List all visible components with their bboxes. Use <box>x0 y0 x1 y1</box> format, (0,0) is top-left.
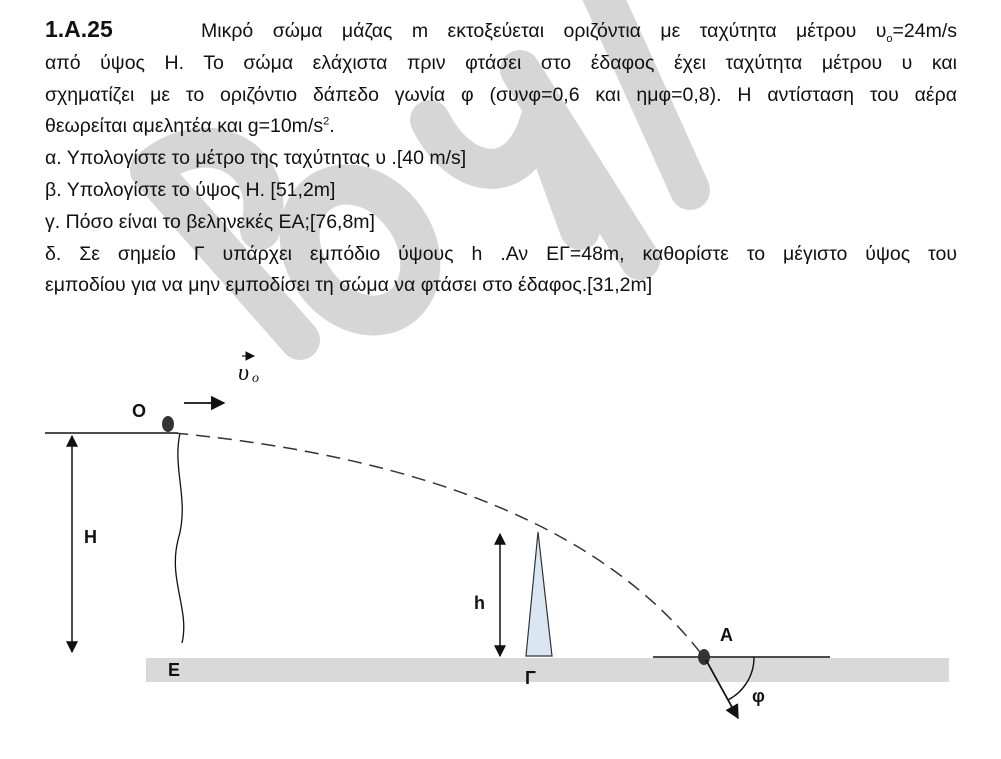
question-d-line-2: εμποδίου για να μην εμποδίσει τη σώμα να φτάσει στο έδαφος.[31,2m] <box>45 274 653 297</box>
label-base-E: Ε <box>168 660 181 680</box>
superscript: 2 <box>323 115 330 128</box>
ground <box>146 658 949 682</box>
problem-line-3: σχηματίζει με το οριζόντιο δάπεδο γωνία φ (συνφ=0,6 και ημφ=0,8). Η αντίσταση του αέρα <box>45 83 957 106</box>
problem-number: 1.Α.25 <box>45 16 113 42</box>
label-velocity: υ <box>238 360 250 386</box>
ball-origin <box>162 416 174 432</box>
question-a: α. Υπολογίστε το μέτρο της ταχύτητας υ .[40 m/s] <box>45 147 467 170</box>
question-c: γ. Πόσο είναι το βεληνεκές ΕΑ;[76,8m] <box>45 210 375 233</box>
label-velocity-sub: ο <box>252 371 259 386</box>
trajectory <box>174 433 703 656</box>
label-point-G: Γ <box>525 668 536 688</box>
problem-line-2: από ύψος Η. Το σώμα ελάχιστα πριν φτάσει στο έδαφος έχει ταχύτητα μέτρου υ και <box>45 51 957 74</box>
statement-text: Μικρό σώμα μάζας m εκτοξεύεται οριζόντια με ταχύτητα μέτρου υ <box>201 20 887 42</box>
statement-text: θεωρείται αμελητέα και g=10m/s <box>45 115 324 138</box>
label-angle-phi: φ <box>752 686 765 706</box>
question-d-line-1: δ. Σε σημείο Γ υπάρχει εμπόδιο ύψους h .Αν ΕΓ=48m, καθορίστε το μέγιστο ύψος του <box>45 242 957 265</box>
statement-text: . <box>329 115 335 138</box>
question-b: β. Υπολογίστε το ύψος Η. [51,2m] <box>45 178 336 201</box>
label-point-A: Α <box>720 625 733 645</box>
subscript: ο <box>886 32 893 45</box>
statement-text: =24m/s <box>892 20 957 42</box>
cliff-line <box>175 433 183 643</box>
label-height-H: Η <box>84 527 97 547</box>
obstacle <box>526 532 552 656</box>
label-obstacle-h: h <box>474 593 485 613</box>
label-origin: Ο <box>132 401 147 421</box>
